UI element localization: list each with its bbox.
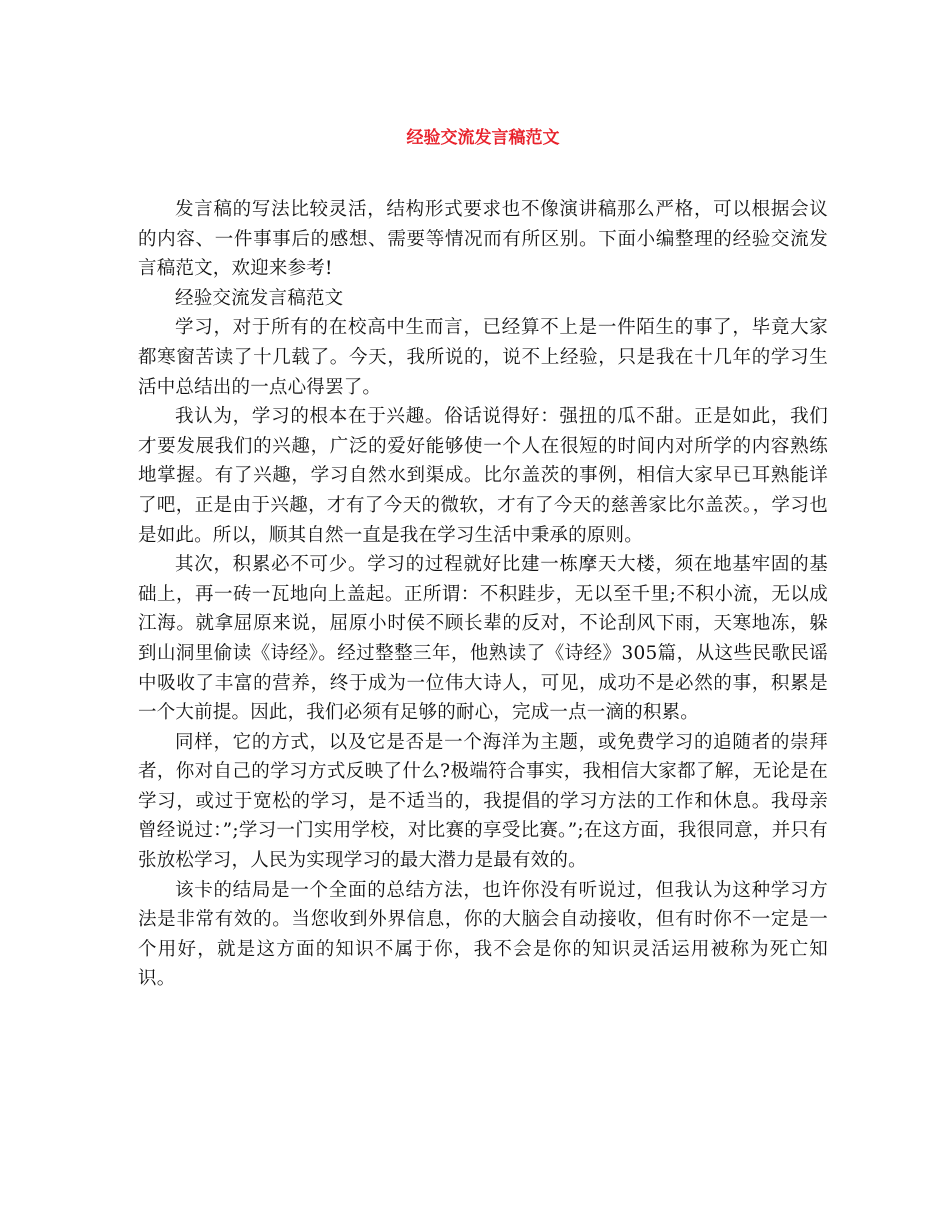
paragraph-intro: 发言稿的写法比较灵活，结构形式要求也不像演讲稿那么严格，可以根据会议的内容、一件事事后的感想、需要等情况而有所区别。下面小编整理的经验交流发言稿范文，欢迎来参考! (138, 199, 828, 280)
paragraph-5: 该卡的结局是一个全面的总结方法，也许你没有听说过，但我认为这种学习方法是非常有效的。当您收到外界信息，你的大脑会自动接收，但有时你不一定是一个用好，就是这方面的知识不属于你，我不会是你的知识灵活运用被称为死亡知识。 (138, 879, 828, 990)
paragraph-4: 同样，它的方式，以及它是否是一个海洋为主题，或免费学习的追随者的崇拜者，你对自己的学习方式反映了什么?极端符合事实，我相信大家都了解，无论是在学习，或过于宽松的学习，是不适当的，我提倡的学习方法的工作和休息。我母亲曾经说过：”;学习一门实用学校，对比赛的享受比赛。”;在这方面，我很同意，并只有张放松学习，人民为实现学习的最大潜力是最有效的。 (138, 731, 828, 872)
document-body (138, 195, 828, 994)
paragraph-1: 学习，对于所有的在校高中生而言，已经算不上是一件陌生的事了，毕竟大家都寒窗苦读了十几载了。今天，我所说的，说不上经验，只是我在十几年的学习生活中总结出的一点心得罢了。 (138, 317, 828, 398)
paragraph-3: 其次，积累必不可少。学习的过程就好比建一栋摩天大楼，须在地基牢固的基础上，再一砖一瓦地向上盖起。正所谓：不积跬步，无以至千里;不积小流，无以成江海。就拿屈原来说，屈原小时侯不顾长辈的反对，不论刮风下雨，天寒地冻，躲到山洞里偷读《诗经》。经过整整三年，他熟读了《诗经》305篇，从这些民歌民谣中吸收了丰富的营养，终于成为一位伟大诗人，可见，成功不是必然的事，积累是一个大前提。因此，我们必须有足够的耐心，完成一点一滴的积累。 (138, 554, 828, 724)
paragraph-2: 我认为，学习的根本在于兴趣。俗话说得好：强扭的瓜不甜。正是如此，我们才要发展我们的兴趣，广泛的爱好能够使一个人在很短的时间内对所学的内容熟练地掌握。有了兴趣，学习自然水到渠成。比尔盖茨的事例，相信大家早已耳熟能详了吧，正是由于兴趣，才有了今天的微软，才有了今天的慈善家比尔盖茨。，学习也是如此。所以，顺其自然一直是我在学习生活中秉承的原则。 (138, 406, 828, 546)
document-title: 经验交流发言稿范文 (406, 128, 560, 148)
paragraph-subtitle: 经验交流发言稿范文 (175, 287, 344, 309)
